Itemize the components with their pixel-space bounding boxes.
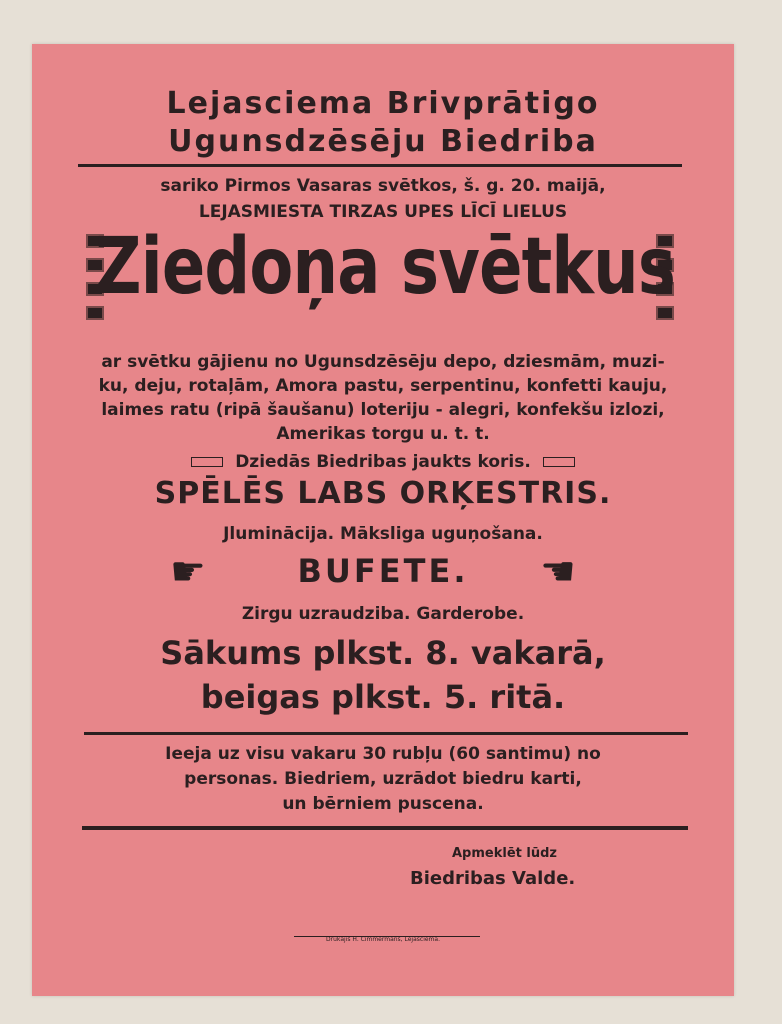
printer-text: Drukājis H. Cimmermans, Lejasciemā.: [326, 936, 440, 943]
ornament-icon: [543, 457, 575, 467]
orchestra-text: SPĒLĒS LABS ORĶESTRIS.: [154, 476, 612, 511]
divider: [84, 732, 688, 735]
services-text: Zirgu uzraudziba. Garderobe.: [241, 604, 525, 624]
end-time-text: beigas plkst. 5. ritā.: [200, 678, 566, 716]
divider: [82, 826, 688, 830]
location-text: LEJASMIESTA TIRZAS UPES LĪCĪ LIELUS: [198, 202, 568, 222]
buffet-text: BUFETE.: [297, 552, 469, 590]
pointing-hand-left-icon: ☚: [540, 549, 576, 595]
choir-line: [32, 452, 734, 472]
ornament-icon: [191, 457, 223, 467]
program-text: [32, 350, 734, 446]
program-line: ar svētku gājienu no Ugunsdzēsēju depo, dziesmām, muzi-: [101, 352, 665, 372]
program-line: ku, deju, rotaļām, Amora pastu, serpentinu, konfetti kauju,: [98, 376, 668, 396]
event-title: Ziedoņa svētkus: [95, 222, 676, 312]
invite-text: Apmeklēt lūdz: [452, 846, 557, 861]
org-name-line1: Lejasciema Brivprātigo: [166, 86, 600, 121]
program-line: Amerikas torgu u. t. t.: [276, 424, 490, 444]
start-time-text: Sākums plkst. 8. vakarā,: [160, 634, 606, 672]
intro-text: sariko Pirmos Vasaras svētkos, š. g. 20. maijā,: [160, 176, 606, 196]
choir-text: Dziedās Biedribas jaukts koris.: [235, 452, 531, 472]
divider: [78, 164, 682, 167]
poster: [32, 44, 734, 996]
admission-text: [32, 742, 734, 817]
org-name-line2: Ugunsdzēsēju Biedriba: [168, 124, 598, 159]
illumination-text: Jluminācija. Māksliga uguņošana.: [223, 524, 543, 544]
admission-line: un bērniem puscena.: [282, 794, 484, 814]
pointing-hand-right-icon: ☛: [170, 549, 206, 595]
admission-line: personas. Biedriem, uzrādot biedru karti,: [184, 769, 582, 789]
program-line: laimes ratu (ripā šaušanu) loteriju - alegri, konfekšu izlozi,: [101, 400, 665, 420]
admission-line: Ieeja uz visu vakaru 30 rubļu (60 santimu) no: [165, 744, 601, 764]
signature-text: Biedribas Valde.: [410, 868, 576, 889]
